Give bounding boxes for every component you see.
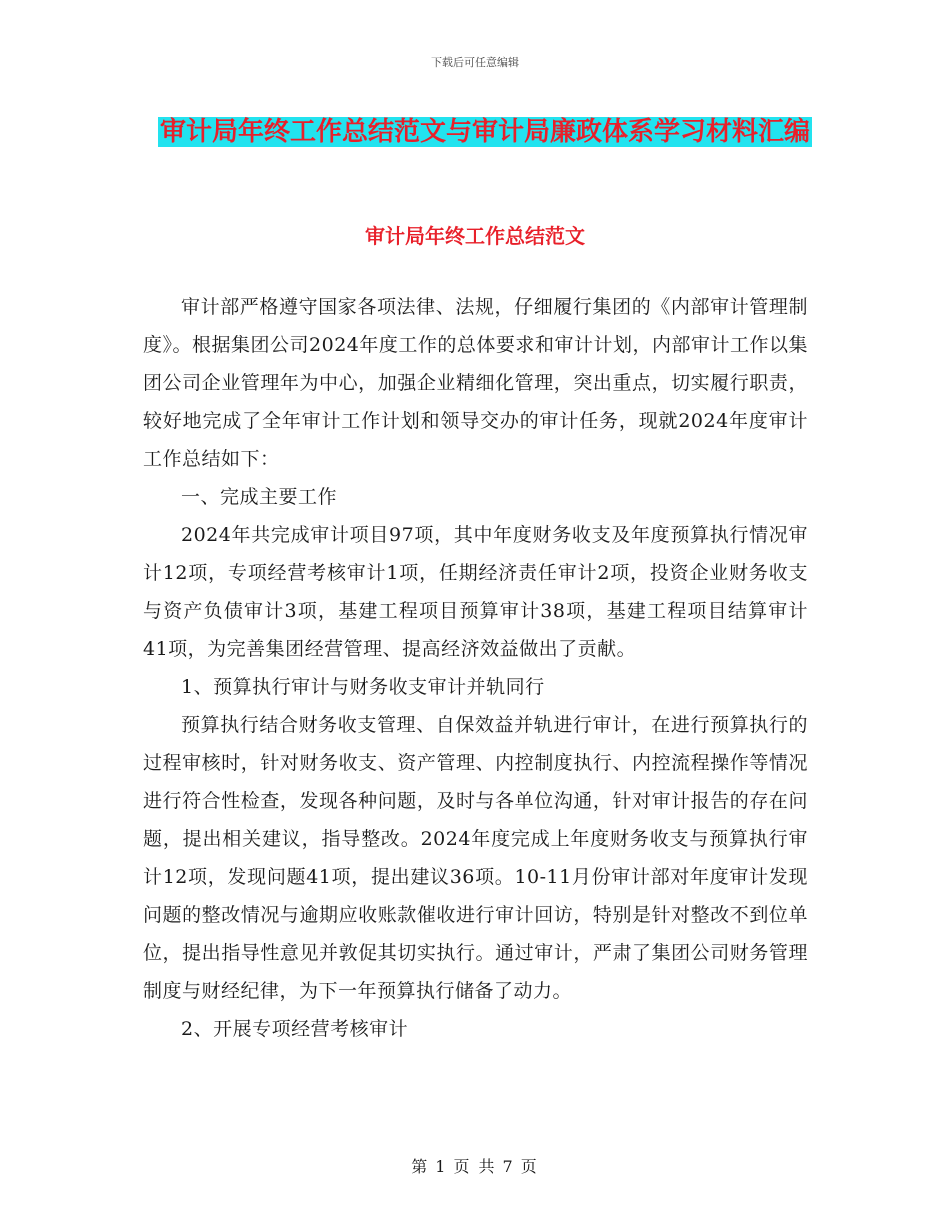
paragraph-heading-budget-audit: 1、预算执行审计与财务收支审计并轨同行 (181, 676, 545, 698)
footer-prefix: 第 (411, 1157, 430, 1176)
header-note: 下载后可任意编辑 (431, 56, 519, 69)
document-title (150, 110, 820, 154)
document-title-text: 审计局年终工作总结范文与审计局廉政体系学习材料汇编 (159, 117, 810, 147)
paragraph-summary: 2024年共完成审计项目97项，其中年度财务收支及年度预算执行情况审计12项，专项经营考核审计1项，任期经济责任审计2项，投资企业财务收支与资产负债审计3项，基建工程项目预算审计38项，基建工程项目结算审计41项，为完善集团经营管理、提高经济效益做出了贡献。 (143, 524, 808, 660)
footer-suffix: 页 (520, 1157, 539, 1176)
footer-middle: 页 共 (453, 1157, 497, 1176)
footer-page-number: 1 (435, 1157, 448, 1176)
page-footer (0, 1154, 950, 1177)
paragraph-heading-special-audit: 2、开展专项经营考核审计 (181, 1018, 409, 1040)
paragraph-budget-audit: 预算执行结合财务收支管理、自保效益并轨进行审计，在进行预算执行的过程审核时，针对财务收支、资产管理、内控制度执行、内控流程操作等情况进行符合性检查，发现各种问题，及时与各单位沟通，针对审计报告的存在问题，提出相关建议，指导整改。2024年度完成上年度财务收支与预算执行审计12项，发现问题41项，提出建议36项。10-11月份审计部对年度审计发现问题的整改情况与逾期应收账款催收进行审计回访，特别是针对整改不到位单位，提出指导性意见并敦促其切实执行。通过审计，严肃了集团公司财务管理制度与财经纪律，为下一年预算执行储备了动力。 (143, 714, 808, 1002)
paragraph-intro: 审计部严格遵守国家各项法律、法规，仔细履行集团的《内部审计管理制度》。根据集团公司2024年度工作的总体要求和审计计划，内部审计工作以集团公司企业管理年为中心，加强企业精细化管理，突出重点，切实履行职责，较好地完成了全年审计工作计划和领导交办的审计任务，现就2024年度审计工作总结如下： (143, 296, 808, 470)
paragraph-heading-main-work: 一、完成主要工作 (181, 486, 338, 508)
footer-total-pages: 7 (502, 1157, 515, 1176)
section-title: 审计局年终工作总结范文 (365, 224, 585, 248)
document-body (143, 288, 808, 1048)
